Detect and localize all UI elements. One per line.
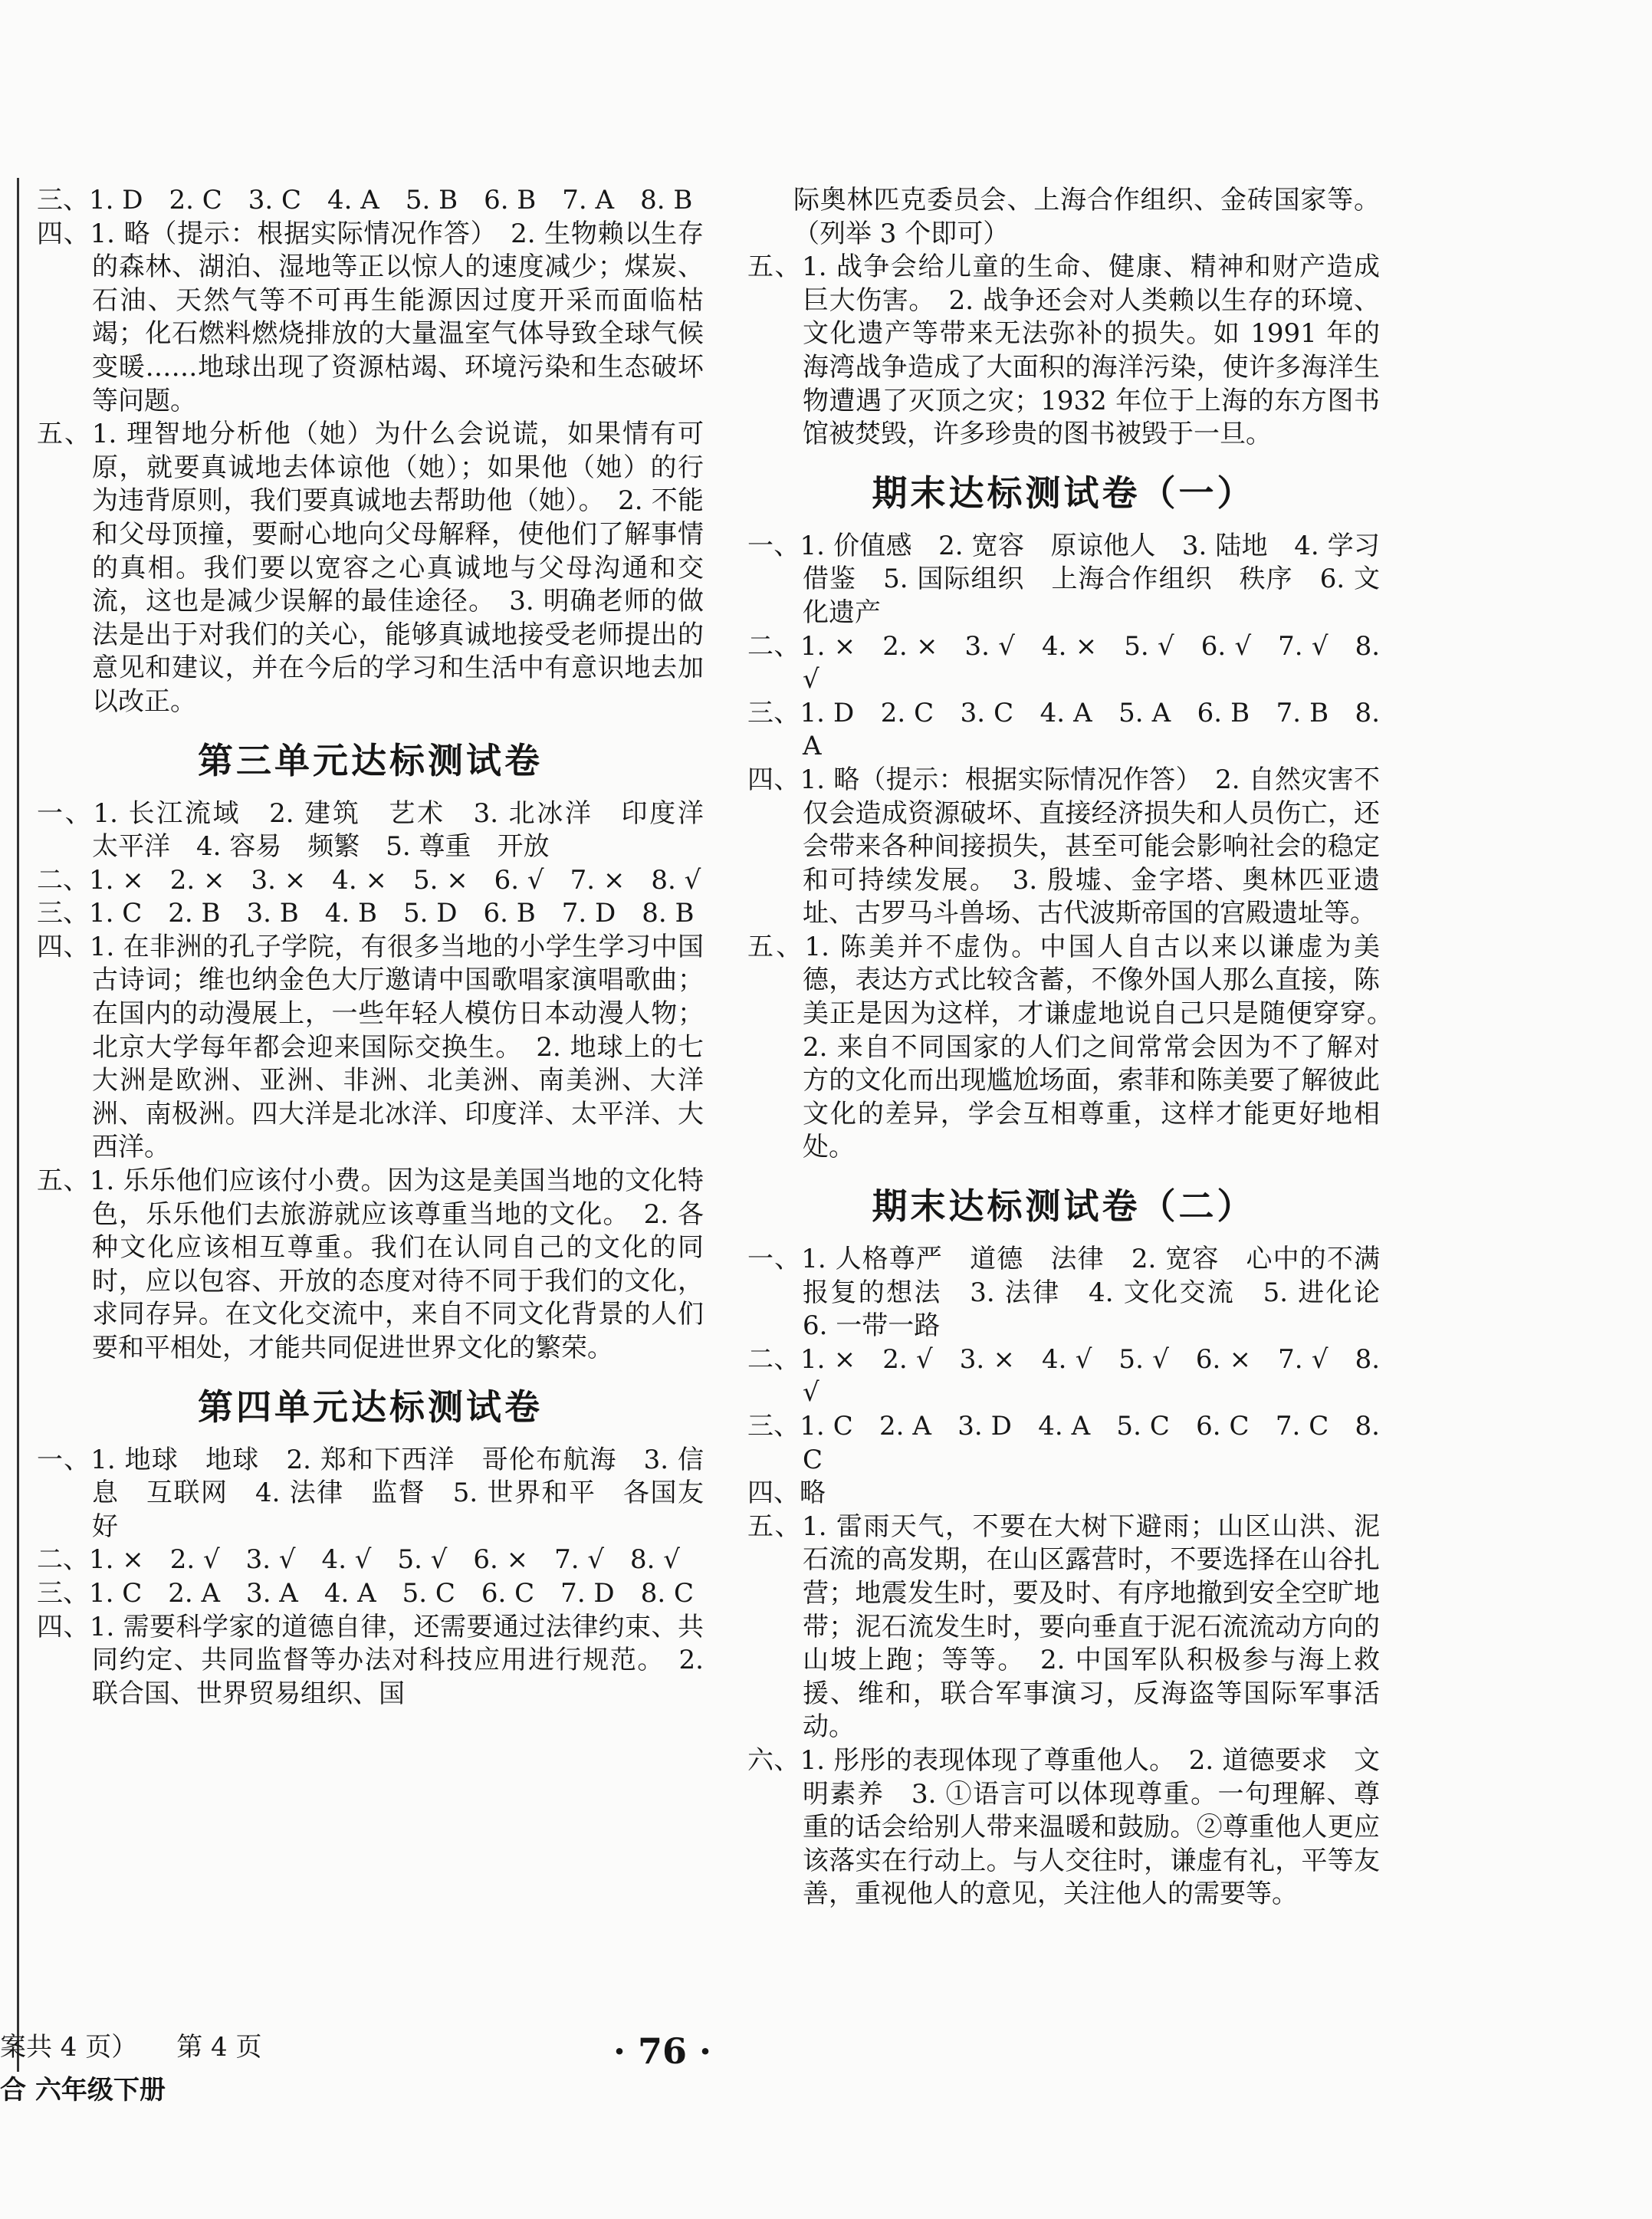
answer-item bbox=[747, 530, 1406, 630]
answer-text: 1. × 2. × 3. × 4. × 5. × 6. √ 7. × 8. √ bbox=[89, 864, 701, 896]
answer-item bbox=[747, 764, 1380, 931]
final1-answers bbox=[747, 530, 1406, 1165]
question-section-number: 四、 bbox=[37, 1611, 90, 1642]
answer-text: 1. 雷雨天气，不要在大树下避雨；山区山洪、泥石流的高发期，在山区露营时，不要选择在山谷扎营；地震发生时，要及时、有序地撤到安全空旷地带；泥石流发生时，要向垂直于泥石流流动方向的山坡上跑；等等。 2. 中国军队积极参与海上救援、维和，联合军事演习，反海盗等国际军事活动。 bbox=[802, 1511, 1381, 1743]
answer-item bbox=[37, 797, 730, 864]
answer-text: 1. 人格尊严 道德 法律 2. 宽容 心中的不满 报复的想法 3. 法律 4. 文化交流 5. 进化论 6. 一带一路 bbox=[801, 1244, 1406, 1342]
question-section-number: 四、 bbox=[747, 1478, 800, 1509]
answer-item bbox=[37, 1444, 704, 1544]
answer-text: 1. 地球 地球 2. 郑和下西洋 哥伦布航海 3. 信息 互联网 4. 法律 监督 5. 世界和平 各国友好 bbox=[90, 1444, 704, 1542]
carry-over-text: 际奥林匹克委员会、上海合作组织、金砖国家等。（列举 3 个即可） bbox=[793, 185, 1380, 249]
answer-text: 1. 价值感 2. 宽容 原谅他人 3. 陆地 4. 学习 借鉴 5. 国际组织 上海合作组织 秩序 6. 文化遗产 bbox=[800, 530, 1406, 628]
answer-text: 1. × 2. × 3. √ 4. × 5. √ 6. √ 7. √ 8. √ bbox=[800, 630, 1381, 695]
question-section-number: 一、 bbox=[37, 797, 94, 829]
answer-text: 1. C 2. B 3. B 4. B 5. D 6. B 7. D 8. B bbox=[89, 898, 695, 929]
answer-text: 1. 乐乐他们应该付小费。因为这是美国当地的文化特色，乐乐他们去旅游就应该尊重当地的文化。 2. 各种文化应该相互尊重。我们在认同自己的文化的同时，应以包容、开放的态度对待不同于我们的文化，求同存异。在文化交流中，来自不同文化背景的人们要和平相处，才能共同促进世界文化的繁荣。 bbox=[89, 1165, 704, 1363]
answer-item bbox=[747, 630, 1380, 697]
answer-item bbox=[747, 931, 1406, 1165]
answer-item bbox=[747, 1477, 1380, 1511]
answer-text: 1. 战争会给儿童的生命、健康、精神和财产造成巨大伤害。 2. 战争还会对人类赖以生存的环境、文化遗产等带来无法弥补的损失。如 1991 年的海湾战争造成了大面积的海洋污染，使许多海洋生物遭遇了灭顶之灾；1932 年位于上海的东方图书馆被焚毁，许多珍贵的图书被毁于一旦。 bbox=[802, 251, 1381, 450]
footer-page-info: 案共 4 页） 第 4 页 bbox=[0, 2032, 262, 2063]
left-before-unit3 bbox=[37, 184, 704, 719]
answer-item bbox=[747, 697, 1380, 764]
answer-text: 1. C 2. A 3. D 4. A 5. C 6. C 7. C 8. C bbox=[800, 1411, 1380, 1475]
answer-text: 1. C 2. A 3. A 4. A 5. C 6. C 7. D 8. C bbox=[89, 1577, 694, 1609]
question-section-number: 五、 bbox=[747, 931, 805, 962]
answer-item bbox=[747, 1343, 1380, 1410]
answer-item bbox=[747, 251, 1380, 452]
answer-text: 1. 彤彤的表现体现了尊重他人。 2. 道德要求 文明素养 3. ①语言可以体现尊重。一句理解、尊重的话会给别人带来温暖和鼓励。②尊重他人更应该落实在行动上。与人交往时，谦虚有礼，平等友善，重视他人的意见，关注他人的需要等。 bbox=[800, 1744, 1380, 1910]
answer-text: 1. 略（提示：根据实际情况作答） 2. 生物赖以生存的森林、湖泊、湿地等正以惊人的速度减少；煤炭、石油、天然气等不可再生能源因过度开采而面临枯竭；化石燃料燃烧排放的大量温室气体导致全球气候变暖……地球出现了资源枯竭、环境污染和生态破坏等问题。 bbox=[90, 218, 704, 416]
question-section-number: 四、 bbox=[747, 764, 800, 795]
answer-text: 略 bbox=[800, 1478, 826, 1509]
answer-item bbox=[37, 931, 704, 1165]
answer-item bbox=[747, 1243, 1406, 1343]
answer-text: 1. 在非洲的孔子学院，有很多当地的小学生学习中国古诗词；维也纳金色大厅邀请中国歌唱家演唱歌曲；在国内的动漫展上，一些年轻人模仿日本动漫人物；北京大学每年都会迎来国际交换生。 2. 地球上的七大洲是欧洲、亚洲、非洲、北美洲、南美洲、大洋洲、南极洲。四大洋是北冰洋、印度洋、太平洋、大西洋。 bbox=[89, 931, 704, 1163]
question-section-number: 四、 bbox=[37, 218, 90, 249]
answer-item bbox=[37, 1165, 704, 1366]
question-section-number: 二、 bbox=[37, 864, 89, 896]
question-section-number: 二、 bbox=[747, 1343, 801, 1375]
answer-item bbox=[37, 218, 704, 419]
question-section-number: 一、 bbox=[37, 1444, 91, 1475]
binding-margin-rule bbox=[17, 178, 19, 2072]
answer-text: 1. D 2. C 3. C 4. A 5. A 6. B 7. B 8. A bbox=[800, 697, 1380, 762]
question-section-number: 二、 bbox=[37, 1544, 89, 1576]
answer-item bbox=[37, 897, 704, 931]
answer-item bbox=[37, 1543, 704, 1577]
answer-item bbox=[37, 1611, 704, 1711]
question-section-number: 三、 bbox=[37, 185, 89, 215]
answer-text: 1. 需要科学家的道德自律，还需要通过法律约束、共同约定、共同监督等办法对科技应用进行规范。 2. 联合国、世界贸易组织、国 bbox=[89, 1611, 704, 1709]
answer-text: 1. × 2. √ 3. × 4. √ 5. √ 6. × 7. √ 8. √ bbox=[800, 1343, 1381, 1409]
final2-title: 期末达标测试卷（二） bbox=[872, 1185, 1256, 1228]
final1-title: 期末达标测试卷（一） bbox=[872, 472, 1256, 514]
left-column bbox=[37, 184, 730, 1711]
page-number: · 76 · bbox=[613, 2030, 712, 2072]
question-section-number: 二、 bbox=[747, 630, 801, 662]
question-section-number: 一、 bbox=[747, 530, 800, 561]
unit3-answers bbox=[37, 797, 730, 1366]
question-section-number: 四、 bbox=[37, 931, 90, 962]
question-section-number: 六、 bbox=[747, 1744, 800, 1776]
answer-item bbox=[37, 418, 704, 718]
answer-item bbox=[37, 1577, 704, 1611]
answer-text: 1. 理智地分析他（她）为什么会说谎，如果情有可原，就要真诚地去体谅他（她）；如果他（她）的行为违背原则，我们要真诚地去帮助他（她）。 2. 不能和父母顶撞，要耐心地向父母解释，使他们了解事情的真相。我们要以宽容之心真诚地与父母沟通和交流，这也是减少误解的最佳途径。 3. 明确老师的做法是出于对我们的关心，能够真诚地接受老师提出的意见和建议，并在今后的学习和生活中有意识地去加以改正。 bbox=[91, 419, 704, 717]
answer-text: 1. 略（提示：根据实际情况作答） 2. 自然灾害不仅会造成资源破坏、直接经济损失和人员伤亡，还会带来各种间接损失，甚至可能会影响社会的稳定和可持续发展。 3. 殷墟、金字塔、奥林匹亚遗址、古罗马斗兽场、古代波斯帝国的宫殿遗址等。 bbox=[800, 764, 1380, 929]
question-section-number: 五、 bbox=[747, 251, 803, 283]
answer-text: 1. 陈美并不虚伪。中国人自古以来以谦虚为美德，表达方式比较含蓄，不像外国人那么直接，陈美正是因为这样，才谦虚地说自己只是随便穿穿。 2. 来自不同国家的人们之间常常会因为不了解对方的文化而出现尴尬场面，索菲和陈美要了解彼此文化的差异，学会互相尊重，这样才能更好地相处。 bbox=[803, 931, 1406, 1163]
question-section-number: 五、 bbox=[37, 419, 92, 450]
question-section-number: 三、 bbox=[747, 1411, 800, 1442]
unit4-answers bbox=[37, 1444, 704, 1711]
question-section-number: 五、 bbox=[37, 1165, 90, 1197]
answer-item bbox=[747, 1410, 1380, 1477]
question-section-number: 三、 bbox=[747, 697, 800, 728]
unit3-title: 第三单元达标测试卷 bbox=[198, 739, 543, 781]
question-section-number: 一、 bbox=[747, 1244, 802, 1275]
footer-grade: 合 六年级下册 bbox=[0, 2075, 166, 2106]
answer-item bbox=[37, 864, 704, 898]
question-section-number: 三、 bbox=[37, 898, 89, 929]
answer-text: 1. × 2. √ 3. √ 4. √ 5. √ 6. × 7. √ 8. √ bbox=[89, 1544, 680, 1576]
answer-item bbox=[37, 184, 704, 218]
unit4-title: 第四单元达标测试卷 bbox=[198, 1386, 543, 1428]
answer-item bbox=[747, 1511, 1380, 1744]
right-before-final1 bbox=[747, 251, 1380, 452]
right-column bbox=[747, 184, 1406, 1912]
final2-answers bbox=[747, 1243, 1406, 1912]
answer-text: 1. 长江流域 2. 建筑 艺术 3. 北冰洋 印度洋 太平洋 4. 容易 频繁 5. 尊重 开放 bbox=[92, 797, 730, 863]
answer-text: 1. D 2. C 3. C 4. A 5. B 6. B 7. A 8. B bbox=[89, 185, 693, 215]
question-section-number: 三、 bbox=[37, 1577, 89, 1609]
answer-item bbox=[747, 1744, 1380, 1912]
question-section-number: 五、 bbox=[747, 1511, 803, 1542]
